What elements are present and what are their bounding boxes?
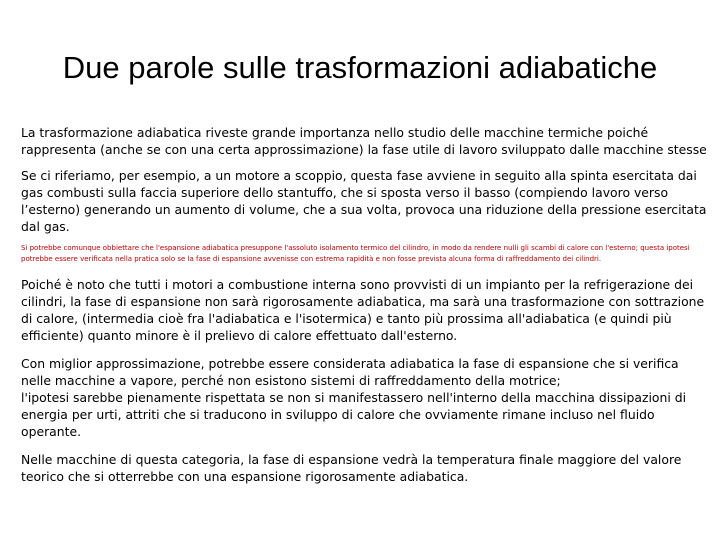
paragraph-cooling: Poiché è noto che tutti i motori a combustione interna sono provvisti di un impianto per la refrigerazione dei cilindri, la fase di espansione non sarà rigorosamente adiabatica, ma sarà una trasformazione con sottrazione di calore, (intermedia cioè fra l'adiabatica e l'isotermica) e tanto più prossima all'adiabatica (e quindi più efficiente) quanto minore è il prelievo di calore effettuato dall'esterno. [21, 277, 705, 343]
slide-title: Due parole sulle trasformazioni adiabatiche [62, 50, 658, 85]
note-red: Si potrebbe comunque obbiettare che l'espansione adiabatica presuppone l'assoluto isolamento termico del cilindro, in modo da rendere nulli gli scambi di calore con l'esterno; questa ipotesi potrebbe essere verificata nella pratica solo se la fase di espansione avvenisse con estrema rapidità e non fosse prevista alcuna forma di raffreddamento dei cilindri. [21, 244, 690, 263]
paragraph-final-temperature: Nelle macchine di questa categoria, la fase di espansione vedrà la temperatura finale maggiore del valore teorico che si otterrebbe con una espansione rigorosamente adiabatica. [21, 452, 682, 484]
paragraph-engine-example: Se ci riferiamo, per esempio, a un motore a scoppio, questa fase avviene in seguito alla spinta esercitata dai gas combusti sulla faccia superiore dello stantuffo, che si sposta verso il basso (compiendo lavoro verso l’esterno) generando un aumento di volume, che a sua volta, provoca una riduzione della pressione esercitata dal gas. [21, 168, 707, 234]
paragraph-steam-line2: l'ipotesi sarebbe pienamente rispettata se non si manifestassero nell'interno della macchina dissipazioni di energia per urti, attriti che si traducono in sviluppo di calore che ovviamente rimane incluso nel fluido operante. [21, 390, 687, 439]
paragraph-intro: La trasformazione adiabatica riveste grande importanza nello studio delle macchine termiche poiché rappresenta (anche se con una certa approssimazione) la fase utile di lavoro sviluppato dalle macchine stesse [21, 125, 707, 157]
slide-body [21, 124, 711, 485]
paragraph-steam-line1: Con miglior approssimazione, potrebbe essere considerata adiabatica la fase di espansione che si verifica nelle macchine a vapore, perché non esistono sistemi di raffreddamento della motrice; [21, 356, 679, 388]
paragraph-steam [21, 355, 711, 440]
